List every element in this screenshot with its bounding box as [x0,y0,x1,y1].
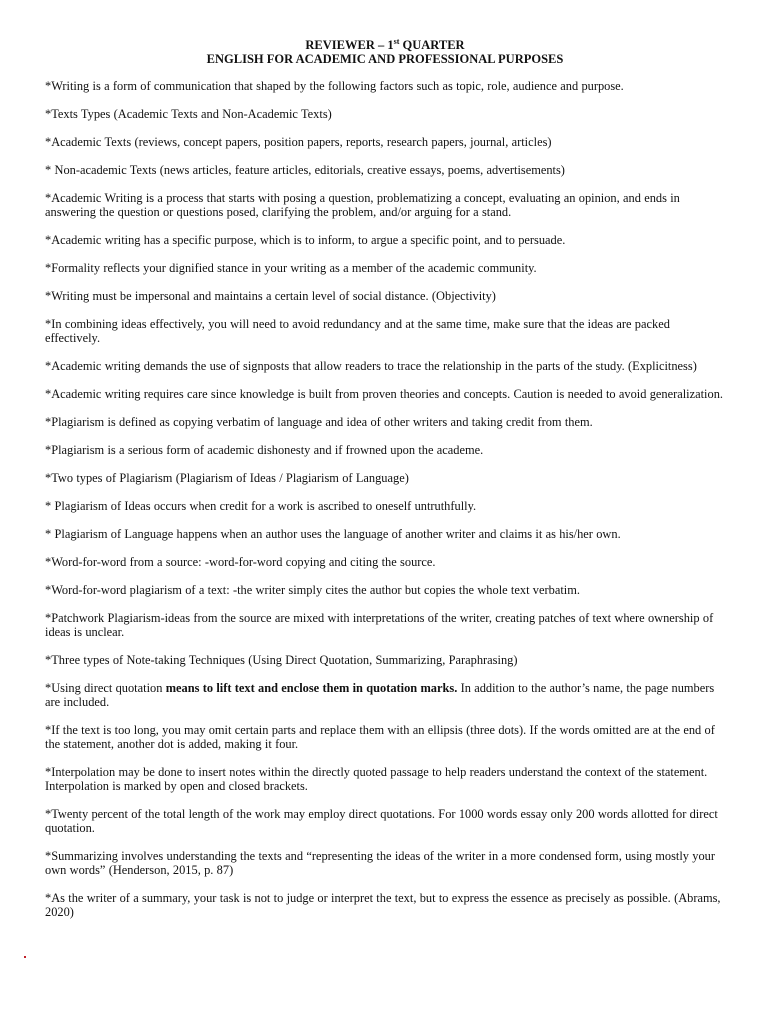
direct-quotation-item: *Using direct quotation means to lift text and enclose them in quotation marks. In addition to the author’s name, the page numbers are included. [45,681,715,709]
list-item: *Academic writing has a specific purpose, which is to inform, to argue a specific point, and to persuade. [45,233,566,247]
list-item: *Formality reflects your dignified stance in your writing as a member of the academic community. [45,261,537,275]
list-item: *Academic Texts (reviews, concept papers, position papers, reports, research papers, journal, articles) [45,135,552,149]
bold-definition: means to lift text and enclose them in quotation marks. [165,681,458,695]
list-item: *Academic Writing is a process that starts with posing a question, problematizing a concept, evaluating an opinion, and ends in answering the question or questions posed, clarifying the problem, and/or arguing for a stand. [45,191,680,219]
document-page [45,38,725,933]
reviewer-items [45,79,725,919]
list-item: *Two types of Plagiarism (Plagiarism of Ideas / Plagiarism of Language) [45,471,409,485]
list-item: * Plagiarism of Language happens when an author uses the language of another writer and claims it as his/her own. [45,527,621,541]
document-title [45,38,725,66]
list-item: *Writing must be impersonal and maintains a certain level of social distance. (Objectivity) [45,289,496,303]
stray-dot-mark [24,956,26,958]
list-item: * Non-academic Texts (news articles, feature articles, editorials, creative essays, poems, advertisements) [45,163,565,177]
list-item: *Texts Types (Academic Texts and Non-Academic Texts) [45,107,332,121]
list-item: *Three types of Note-taking Techniques (Using Direct Quotation, Summarizing, Paraphrasing) [45,653,518,667]
list-item: *In combining ideas effectively, you will need to avoid redundancy and at the same time, make sure that the ideas are packed effectively. [45,317,670,345]
list-item: *Word-for-word plagiarism of a text: -the writer simply cites the author but copies the whole text verbatim. [45,583,580,597]
list-item: *As the writer of a summary, your task is not to judge or interpret the text, but to express the essence as precisely as possible. (Abrams, 2020) [45,891,721,919]
list-item: *Academic writing requires care since knowledge is built from proven theories and concepts. Caution is needed to avoid generalization. [45,387,723,401]
list-item: *Summarizing involves understanding the texts and “representing the ideas of the writer in a more condensed form, using mostly your own words” (Henderson, 2015, p. 87) [45,849,715,877]
list-item: *Patchwork Plagiarism-ideas from the source are mixed with interpretations of the writer, creating patches of text where ownership of ideas is unclear. [45,611,714,639]
title-line-1: REVIEWER – 1st QUARTER [305,37,465,52]
list-item: *Academic writing demands the use of signposts that allow readers to trace the relationship in the parts of the study. (Explicitness) [45,359,697,373]
list-item: *Writing is a form of communication that shaped by the following factors such as topic, role, audience and purpose. [45,79,624,93]
list-item: *Plagiarism is defined as copying verbatim of language and idea of other writers and taking credit from them. [45,415,593,429]
list-item: *Interpolation may be done to insert notes within the directly quoted passage to help readers understand the context of the statement. Interpolation is marked by open and closed brackets. [45,765,708,793]
list-item: * Plagiarism of Ideas occurs when credit for a work is ascribed to oneself untruthfully. [45,499,477,513]
list-item: *If the text is too long, you may omit certain parts and replace them with an ellipsis (three dots). If the words omitted are at the end of the statement, another dot is added, making it four. [45,723,715,751]
list-item: *Twenty percent of the total length of the work may employ direct quotations. For 1000 words essay only 200 words allotted for direct quotation. [45,807,718,835]
title-line-2: ENGLISH FOR ACADEMIC AND PROFESSIONAL PURPOSES [206,52,564,66]
list-item: *Word-for-word from a source: -word-for-word copying and citing the source. [45,555,436,569]
list-item: *Plagiarism is a serious form of academic dishonesty and if frowned upon the academe. [45,443,484,457]
